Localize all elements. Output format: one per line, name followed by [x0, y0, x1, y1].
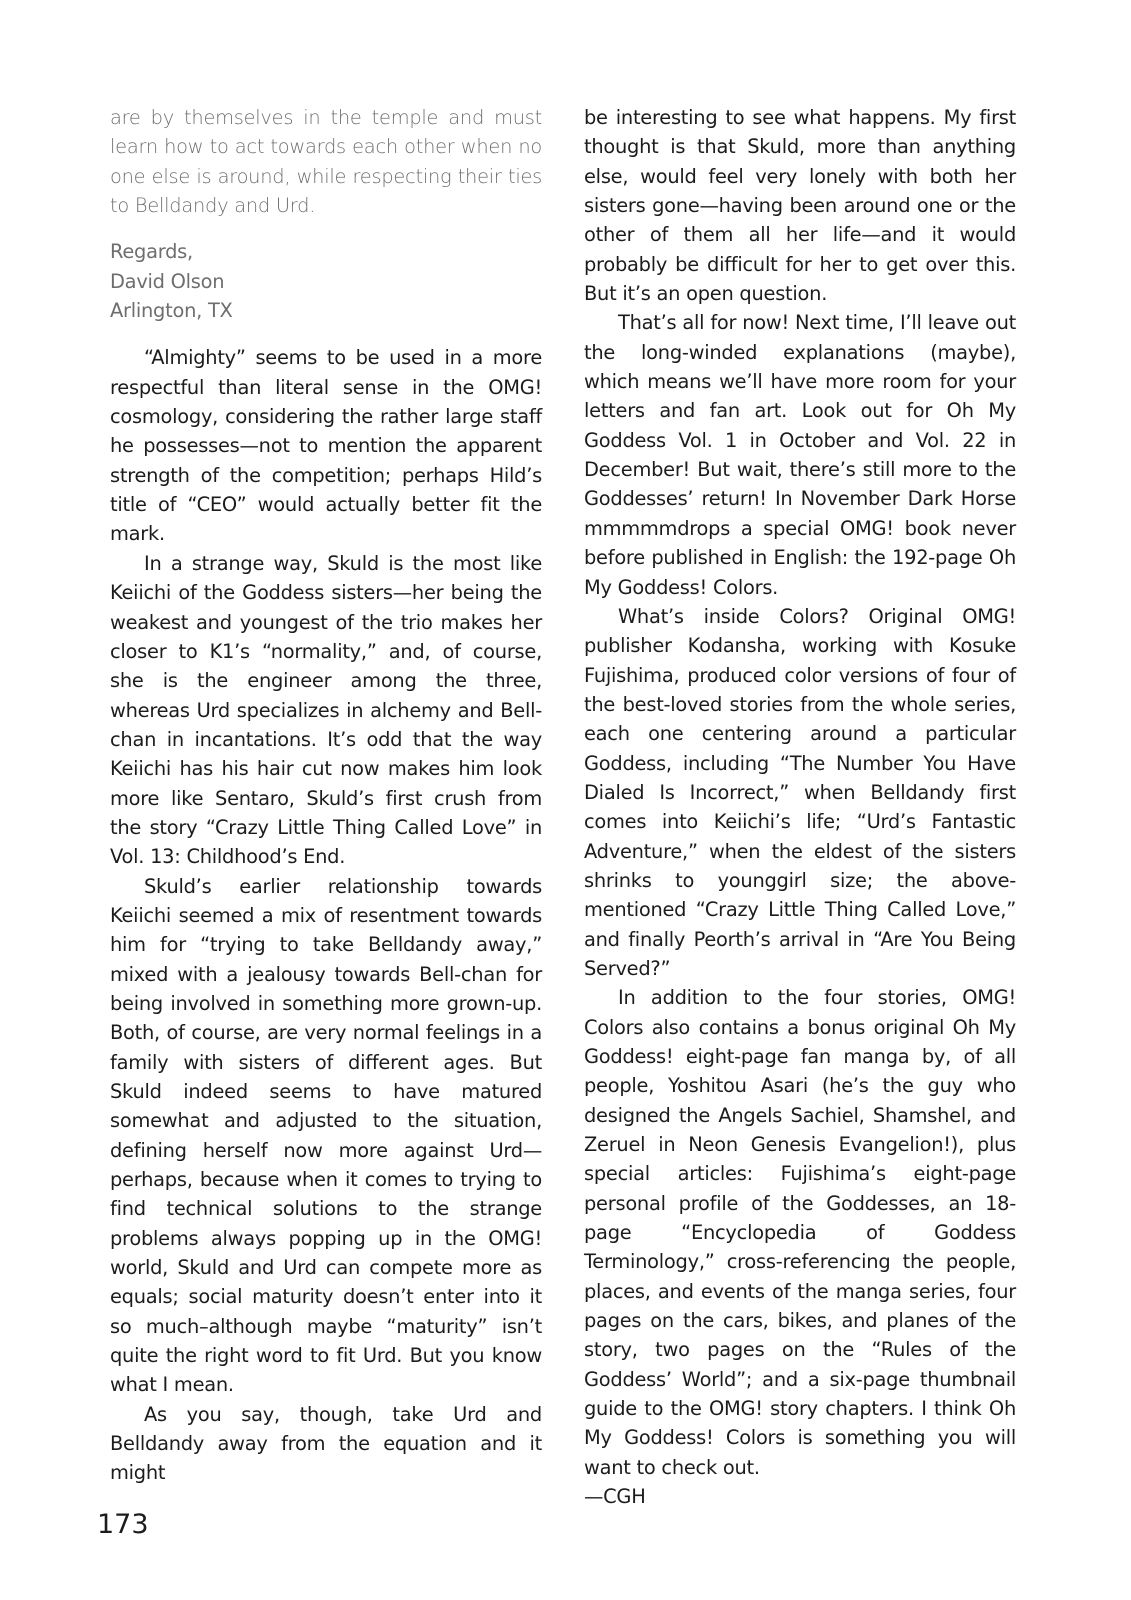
reply-paragraph-3: Skuld’s earlier relationship towards Keiichi seemed a mix of resentment towards him for “trying to take Belldandy away,” mixed with a jealousy towards Bell-chan for being involved in something more grown-up. Both, of course, are very normal feelings in a family with sisters of different ages. But Skuld indeed seems to have matured somewhat and adjusted to the situation, defining herself now more against Urd—perhaps, because when it comes to trying to find technical solutions to the strange problems always popping up in the OMG! world, Skuld and Urd can compete more as equals; social maturity doesn’t enter into it so much–although maybe “maturity” isn’t quite the right word to fit Urd. But you know what I mean.	[110, 874, 542, 1397]
reply-paragraph-6: That’s all for now! Next time, I’ll leave out the long-winded explanations (maybe), which means we’ll have more room for your letters and fan art. Look out for Oh My Goddess Vol. 1 in October and Vol. 22 in December! But wait, there’s still more to the Goddesses’ return! In November Dark Horse mmmmmdrops a special OMG! book never before published in English: the 192-page Oh My Goddess! Colors.	[584, 311, 1016, 599]
letter-closing-text: are by themselves in the temple and must learn how to act towards each other when no one else is around, while respecting their ties to Belldandy and Urd.	[110, 106, 542, 218]
right-column	[584, 103, 1016, 1512]
reply-paragraph-4: As you say, though, take Urd and Belldandy away from the equation and it might	[110, 1402, 542, 1485]
page-number: 173	[97, 1509, 149, 1540]
reply-paragraph-1: “Almighty” seems to be used in a more respectful than literal sense in the OMG! cosmology, considering the rather large staff he possesses—not to mention the apparent strength of the competition; perhaps Hild’s title of “CEO” would actually better fit the mark.	[110, 346, 542, 546]
reply-paragraph-5: be interesting to see what happens. My first thought is that Skuld, more than anything else, would feel very lonely with both her sisters gone—having been around one or the other of them all her life—and it would probably be difficult for her to get over this. But it’s an open question.	[584, 106, 1016, 306]
signature-location: Arlington, TX	[110, 299, 233, 323]
reply-paragraph-2: In a strange way, Skuld is the most like Keiichi of the Goddess sisters—her being the weakest and youngest of the trio makes her closer to K1’s “normality,” and, of course, she is the engineer among the three, whereas Urd specializes in alchemy and Bell-chan in incantations. It’s odd that the way Keiichi has his hair cut now makes him look more like Sentaro, Skuld’s first crush from the story “Crazy Little Thing Called Love” in Vol. 13: Childhood’s End.	[110, 551, 542, 869]
left-column	[110, 103, 542, 1488]
signature-name: David Olson	[110, 269, 225, 293]
author-credit: —CGH	[584, 1485, 646, 1509]
signature-closing: Regards,	[110, 240, 193, 264]
reply-paragraph-8: In addition to the four stories, OMG! Colors also contains a bonus original Oh My Goddess! eight-page fan manga by, of all people, Yoshitou Asari (he’s the guy who designed the Angels Sachiel, Shamshel, and Zeruel in Neon Genesis Evangelion!), plus special articles: Fujishima’s eight-page personal profile of the Goddesses, an 18-page “Encyclopedia of Goddess Terminology,” cross-referencing the people, places, and events of the manga series, four pages on the cars, bikes, and planes of the story, two pages on the “Rules of the Goddess’ World”; and a six-page thumbnail guide to the OMG! story chapters. I think Oh My Goddess! Colors is something you will want to check out.	[584, 986, 1016, 1479]
letter-signature	[110, 237, 542, 325]
reply-paragraph-7: What’s inside Colors? Original OMG! publisher Kodansha, working with Kosuke Fujishima, produced color versions of four of the best-loved stories from the whole series, each one centering around a particular Goddess, including “The Number You Have Dialed Is Incorrect,” when Belldandy first comes into Keiichi’s life; “Urd’s Fantastic Adventure,” when the eldest of the sisters shrinks to younggirl size; the above-mentioned “Crazy Little Thing Called Love,” and finally Peorth’s arrival in “Are You Being Served?”	[584, 604, 1016, 980]
